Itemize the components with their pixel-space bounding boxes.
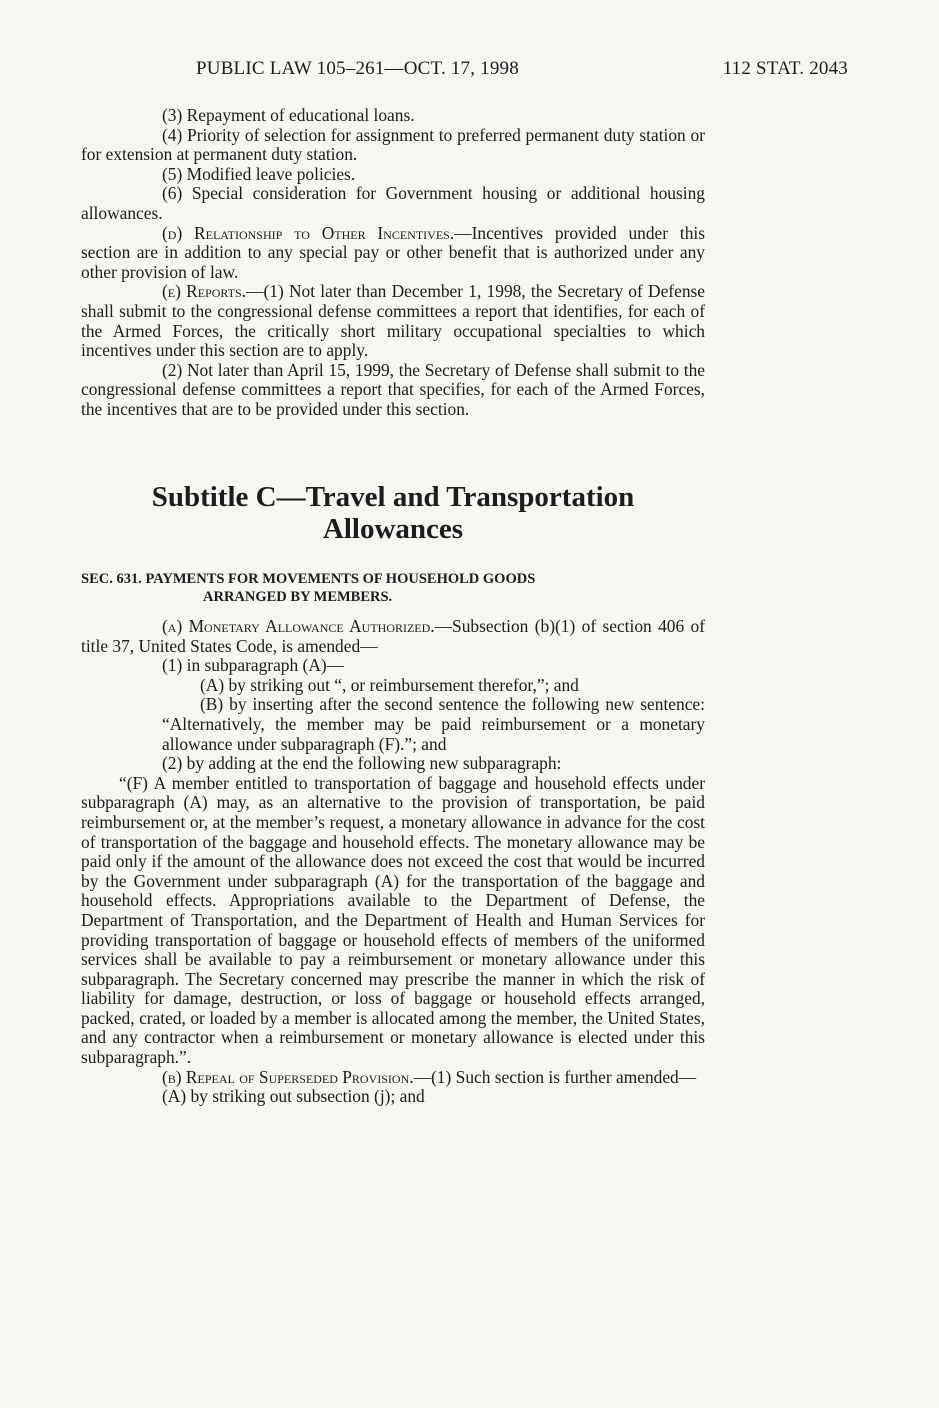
stat-citation: 112 STAT. 2043: [722, 58, 848, 79]
subparagraph-a-B: (B) by inserting after the second sentence the following new sentence: “Alternatively, the member may be paid reimbursement or a monetary allowance under subparagraph (F).”; and: [162, 694, 705, 754]
quoted-subparagraph-F: “(F) A member entitled to transportation of baggage and household effects under subparagraph (A) may, as an alternative to the provision of transportation, be paid reimbursement or, at the member’s request, a monetary allowance in advance for the cost of transportation of the baggage and household effects. The monetary allowance may be paid only if the amount of the allowance does not exceed the cost that would be incurred by the Government under subparagraph (A) for the transportation of the baggage and household effects. Appropriations available to the Department of Defense, the Department of Transportation, and the Department of Health and Human Services for providing transportation of baggage or household effects of members of the uniformed services shall be available to pay a reimbursement or monetary allowance under this subparagraph. The Secretary concerned may prescribe the manner in which the risk of liability for damage, destruction, or loss of baggage or household effects arranged, packed, crated, or loaded by a member is allocated among the member, the United States, and any contractor when a reimbursement or monetary allowance is elected under this subparagraph.”.: [81, 772, 705, 1068]
subsection-a: [81, 617, 705, 656]
section-title-line-2: ARRANGED BY MEMBERS.: [203, 589, 393, 605]
subparagraph-b-A: (A) by striking out subsection (j); and: [162, 1086, 425, 1107]
subtitle-heading: [81, 481, 705, 545]
subsection-e-heading: (e) Reports.: [162, 281, 247, 302]
item-6: (6) Special consideration for Government housing or additional housing allowances.: [81, 183, 705, 223]
paragraph-a-2: (2) by adding at the end the following new subparagraph:: [162, 753, 562, 774]
subparagraph-a-A: (A) by striking out “, or reimbursement therefor,”; and: [200, 674, 579, 695]
section-body: [81, 617, 705, 1107]
subsection-d: [81, 224, 705, 283]
public-law-citation: PUBLIC LAW 105–261—OCT. 17, 1998: [196, 58, 519, 79]
subtitle-line-2: Allowances: [322, 513, 464, 545]
subsection-b-heading: (b) Repeal of Superseded Provision.: [162, 1066, 414, 1087]
item-5: (5) Modified leave policies.: [162, 163, 356, 184]
subtitle-line-1: Subtitle C—Travel and Transportation: [151, 481, 635, 513]
subsection-e-2: (2) Not later than April 15, 1999, the Secretary of Defense shall submit to the congressional defense committees a report that specifies, for each of the Armed Forces, the incentives that are to be provided under this section.: [81, 359, 705, 419]
subsection-a-text: —Subsection (b)(1) of section 406 of title 37, United States Code, is amended—: [81, 616, 705, 656]
section-title-line-1: PAYMENTS FOR MOVEMENTS OF HOUSEHOLD GOODS: [145, 571, 536, 587]
section-heading: [81, 570, 705, 606]
subsection-e: [81, 282, 705, 360]
item-4: (4) Priority of selection for assignment to preferred permanent duty station or for extension at permanent duty station.: [81, 124, 705, 165]
subsection-b: [81, 1068, 705, 1088]
subsection-b-text: —(1) Such section is further amended—: [413, 1066, 697, 1087]
subsection-e-text: —(1) Not later than December 1, 1998, the Secretary of Defense shall submit to the congressional defense committees a report that identifies, for each of the Armed Forces, the critically short military occupational specialties to which incentives under this section are to apply.: [81, 281, 705, 361]
section-number: SEC. 631.: [81, 571, 142, 587]
item-3: (3) Repayment of educational loans.: [162, 105, 415, 125]
paragraph-a-1: (1) in subparagraph (A)—: [162, 655, 345, 676]
subsection-d-text: —Incentives provided under this section are in addition to any special pay or other benefit that is authorized under any other provision of law.: [81, 222, 705, 282]
upper-text-block: [81, 106, 705, 420]
subsection-d-heading: (d) Relationship to Other Incentives.: [162, 222, 455, 243]
subsection-a-heading: (a) Monetary Allowance Authorized.: [162, 616, 435, 636]
